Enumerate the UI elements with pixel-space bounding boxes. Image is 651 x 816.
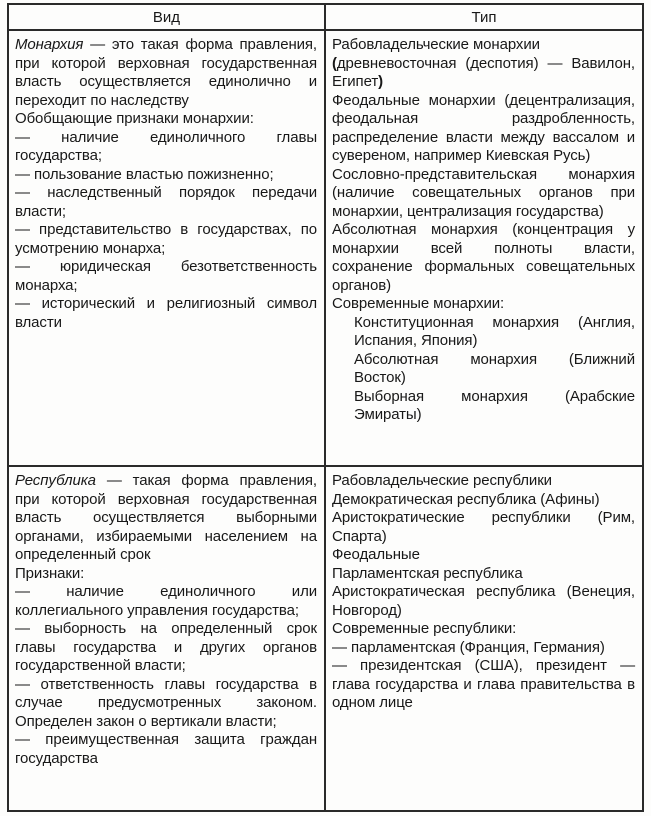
- text-segment: — такая форма правления, при которой верховная государственная власть осуществляется выборными органами, избираемыми населением на определенный срок: [15, 472, 317, 563]
- text-segment: Конституционная монархия (Англия, Испания, Япония): [354, 313, 635, 349]
- feature-item: [15, 676, 317, 732]
- text-segment: Рабовладельческие республики: [332, 472, 552, 489]
- text-segment: Современные республики:: [332, 620, 517, 637]
- text-segment: — наследственный порядок передачи власти;: [15, 184, 317, 220]
- type-item: [332, 509, 635, 546]
- text-segment: — выборность на определенный срок главы государства и других органов государственной власти;: [15, 620, 317, 674]
- text-segment: — ответственность главы государства в случае предусмотренных законом. Определен закон о вертикали власти;: [15, 675, 317, 730]
- modern-item: [354, 314, 635, 351]
- column-header-tip: Тип: [326, 5, 642, 31]
- text-segment: — юридическая безответственность монарха;: [15, 258, 317, 294]
- text-segment: Аристократическая республика (Венеция, Новгород): [332, 583, 635, 619]
- features-heading: [15, 565, 317, 584]
- text-segment: Феодальные монархии (децентрализация, феодальная раздробленность, распределение власти между вассалом и сувереном, например Киевская Русь): [332, 91, 635, 164]
- modern-item: [354, 388, 635, 425]
- type-item: [332, 472, 635, 491]
- type-item: [332, 221, 635, 295]
- text-segment: — наличие единоличного главы государства;: [15, 128, 317, 164]
- text-segment: древневосточная (деспотия) — Вавилон, Египет: [332, 54, 635, 90]
- column-header-vid: Вид: [9, 5, 326, 31]
- text-segment: Абсолютная монархия (Ближний Восток): [354, 350, 635, 386]
- feature-item: [15, 620, 317, 676]
- type-item: [332, 583, 635, 620]
- feature-item: [15, 583, 317, 620]
- text-segment: Абсолютная монархия (концентрация у монархии всей полноты власти, сохранение формальных совещательных органов): [332, 221, 635, 294]
- text-segment: — президентская (США), президент — глава государства и глава правительства в одном лице: [332, 657, 635, 711]
- text-segment: Парламентская республика: [332, 564, 523, 582]
- text-segment: Современные монархии:: [332, 295, 505, 312]
- modern-item: [332, 657, 635, 713]
- text-segment: Республика: [15, 472, 96, 489]
- text-segment: — представительство в государствах, по усмотрению монарха;: [15, 221, 317, 257]
- modern-item: [354, 351, 635, 388]
- definition-republic: [15, 472, 317, 565]
- modern-item: [332, 639, 635, 658]
- cell-monarchy-description: [9, 31, 326, 467]
- text-segment: — исторический и религиозный символ власти: [15, 295, 317, 331]
- text-segment: Признаки:: [15, 564, 85, 582]
- type-item: [332, 92, 635, 166]
- definition-monarchy: [15, 36, 317, 110]
- text-segment: — наличие единоличного или коллегиального управления государства;: [15, 583, 317, 619]
- modern-heading: [332, 620, 635, 639]
- type-item: [332, 36, 635, 55]
- feature-item: [15, 184, 317, 221]
- type-item: [332, 55, 635, 92]
- government-forms-table: [7, 3, 644, 812]
- type-item: [332, 546, 635, 565]
- feature-item: [15, 258, 317, 295]
- type-item: [332, 565, 635, 584]
- text-segment: — это такая форма правления, при которой верховная государственная власть осуществляется единолично и переходит по наследству: [15, 36, 317, 109]
- text-segment: — преимущественная защита граждан государства: [15, 731, 317, 767]
- cell-republic-types: [326, 467, 642, 810]
- text-segment: Аристократические республики (Рим, Спарта): [332, 509, 635, 545]
- type-item: [332, 166, 635, 222]
- feature-item: [15, 295, 317, 332]
- text-segment: — пользование властью пожизненно;: [15, 165, 274, 183]
- cell-monarchy-types: [326, 31, 642, 467]
- text-segment: Рабовладельческие монархии: [332, 36, 540, 53]
- feature-item: [15, 129, 317, 166]
- type-item: [332, 491, 635, 510]
- feature-item: [15, 731, 317, 768]
- cell-republic-description: [9, 467, 326, 810]
- text-segment: Обобщающие признаки монархии:: [15, 110, 254, 127]
- text-segment: ): [378, 73, 383, 90]
- text-segment: — парламентская (Франция, Германия): [332, 638, 605, 656]
- text-segment: Демократическая республика (Афины): [332, 490, 600, 508]
- text-segment: Выборная монархия (Арабские Эмираты): [354, 387, 635, 423]
- text-segment: Феодальные: [332, 546, 420, 563]
- text-segment: Сословно-представительская монархия (наличие совещательных органов при монархии, централизация государства): [332, 165, 635, 220]
- text-segment: (: [332, 54, 337, 72]
- feature-item: [15, 221, 317, 258]
- text-segment: Монархия: [15, 36, 84, 53]
- features-heading: [15, 110, 317, 129]
- modern-heading: [332, 295, 635, 314]
- feature-item: [15, 166, 317, 185]
